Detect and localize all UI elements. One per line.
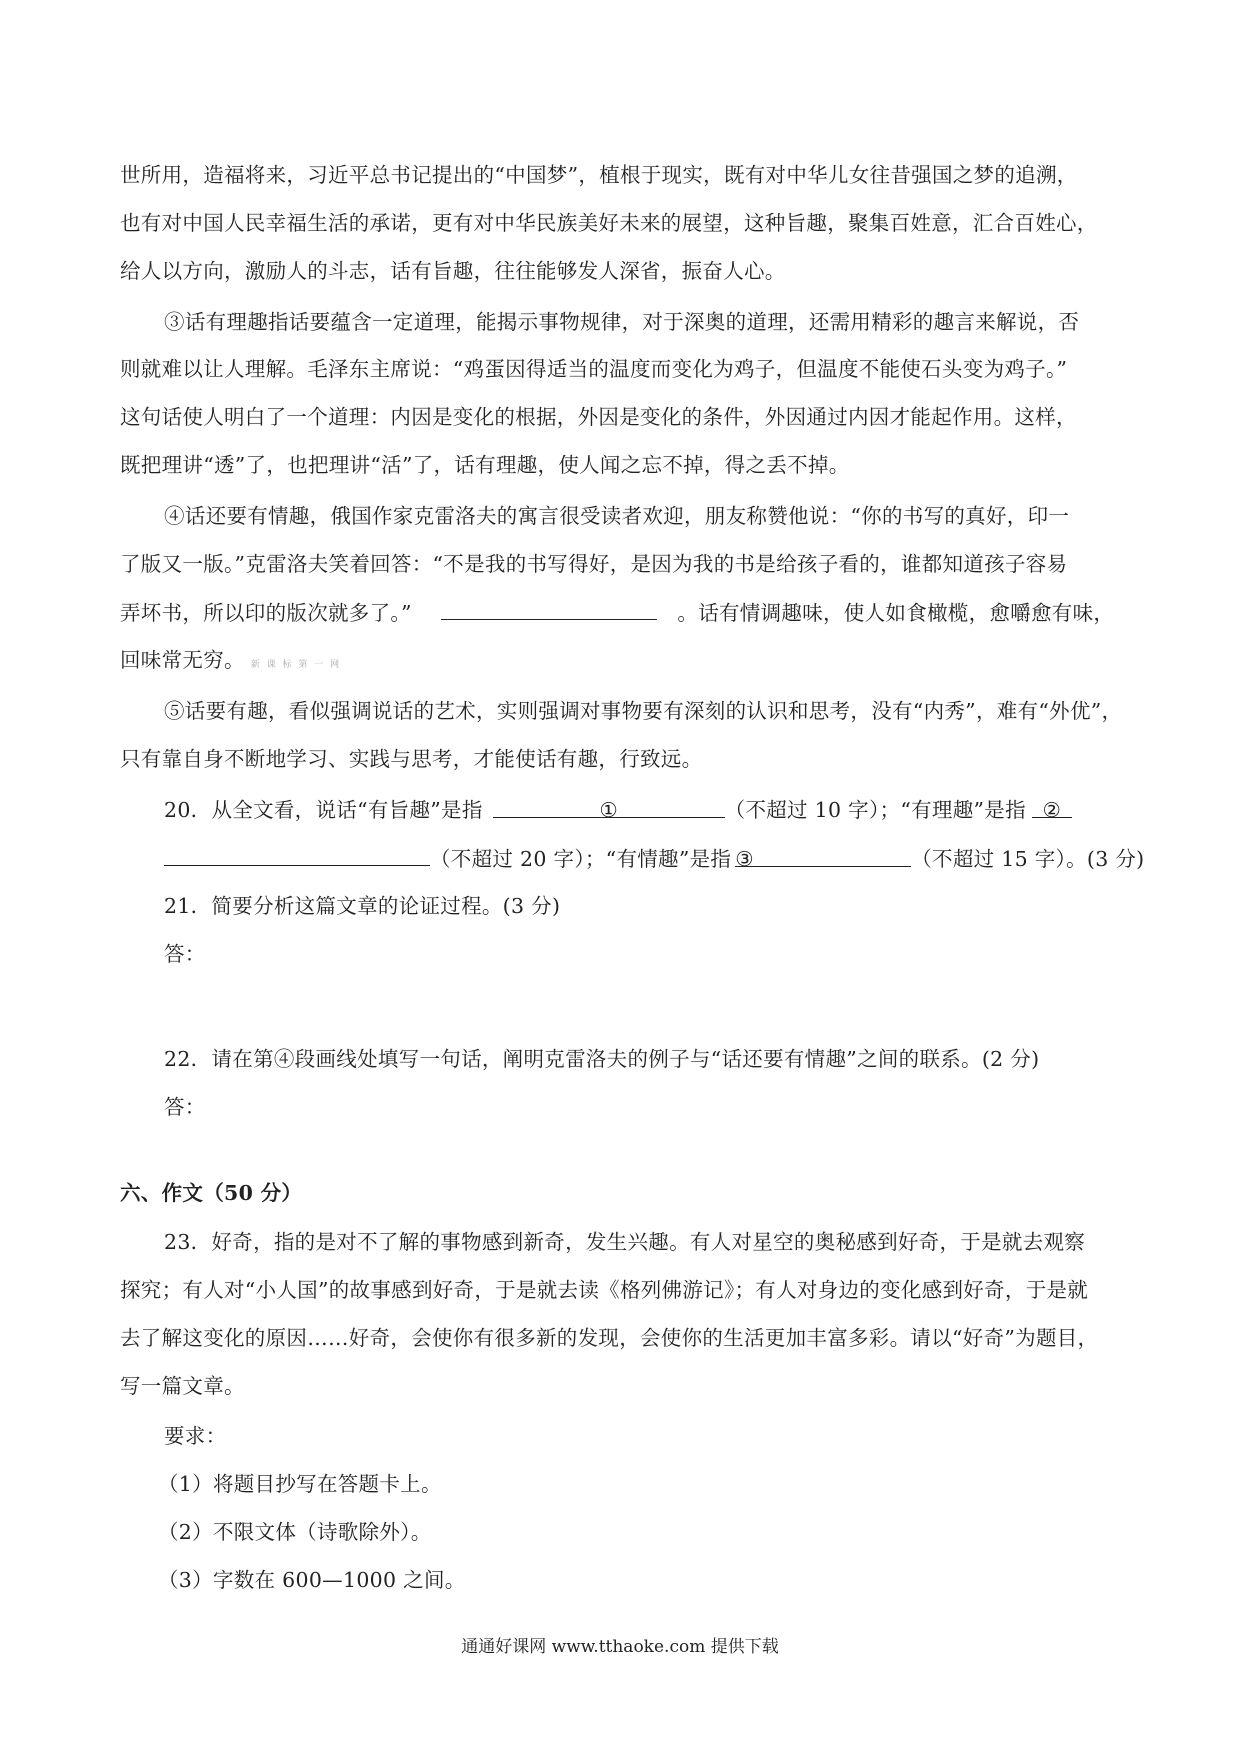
answer-blank-3[interactable] — [735, 844, 911, 871]
paragraph-line — [120, 597, 1130, 628]
requirement-item: （2）不限文体（诗歌除外）。 — [158, 1520, 432, 1544]
paragraph-text: 。话有情调趣味，使人如食橄榄，愈嚼愈有味， — [677, 601, 1115, 625]
paragraph-line: 则就难以让人理解。毛泽东主席说：“鸡蛋因得适当的温度而变化为鸡子，但温度不能使石头变为鸡子。” — [120, 357, 1068, 381]
paragraph-line: 只有靠自身不断地学习、实践与思考，才能使话有趣，行致远。 — [120, 747, 703, 771]
section-heading: 六、作文（50 分） — [120, 1181, 303, 1205]
blank-marker: ② — [1042, 798, 1062, 822]
answer-blank-2[interactable] — [1032, 795, 1072, 822]
question-20 — [164, 795, 1130, 825]
question-23-line: 写一篇文章。 — [120, 1374, 245, 1398]
answer-blank-2-cont[interactable] — [164, 843, 430, 866]
paragraph-line: 也有对中国人民幸福生活的承诺，更有对中华民族美好未来的展望，这种旨趣，聚集百姓意，汇合百姓心， — [120, 211, 1098, 235]
requirement-item: （1）将题目抄写在答题卡上。 — [158, 1472, 442, 1496]
answer-label: 答： — [164, 1095, 206, 1119]
question-text: 20．从全文看，说话“有旨趣”是指 — [164, 798, 483, 822]
blank-marker: ③ — [735, 847, 754, 871]
requirements-title: 要求： — [164, 1424, 227, 1448]
paragraph-line: ④话还要有情趣，俄国作家克雷洛夫的寓言很受读者欢迎，朋友称赞他说：“你的书写的真好，印一 — [164, 504, 1070, 528]
watermark-text: 新 课 标 第 一 网 — [250, 660, 342, 670]
question-text: （不超过 10 字）；“有理趣”是指 — [724, 798, 1026, 822]
question-text: （不超过 15 字）。(3 分) — [911, 847, 1145, 871]
paragraph-line: 这句话使人明白了一个道理：内因是变化的根据，外因是变化的条件，外因通过内因才能起作用。这样， — [120, 405, 1077, 429]
requirement-item: （3）字数在 600—1000 之间。 — [158, 1568, 466, 1592]
fill-in-blank[interactable] — [441, 597, 657, 620]
question-22: 22．请在第④段画线处填写一句话，阐明克雷洛夫的例子与“话还要有情趣”之间的联系。(2 分) — [164, 1047, 1040, 1071]
question-23-line: 探究；有人对“小人国”的故事感到好奇，于是就去读《格列佛游记》；有人对身边的变化感到好奇，于是就 — [120, 1278, 1089, 1302]
blank-marker: ① — [599, 798, 618, 822]
answer-blank-1[interactable] — [493, 795, 725, 822]
question-23: 23．好奇，指的是对不了解的事物感到新奇，发生兴趣。有人对星空的奥秘感到好奇，于是就去观察 — [164, 1230, 1086, 1254]
question-21: 21．简要分析这篇文章的论证过程。(3 分) — [164, 894, 561, 918]
paragraph-line — [120, 645, 1130, 680]
paragraph-line: ③话有理趣指话要蕴含一定道理，能揭示事物规律，对于深奥的道理，还需用精彩的趣言来解说，否 — [164, 310, 1080, 334]
question-text: （不超过 20 字）；“有情趣”是指 — [430, 847, 732, 871]
paragraph-line: 给人以方向，激励人的斗志，话有旨趣，往往能够发人深省，振奋人心。 — [120, 259, 786, 283]
page-footer: 通通好课网 www.tthaoke.com 提供下载 — [461, 1637, 779, 1657]
paragraph-line: 世所用，造福将来，习近平总书记提出的“中国梦”，植根于现实，既有对中华儿女往昔强国之梦的追溯， — [120, 163, 1078, 187]
question-23-line: 去了解这变化的原因……好奇，会使你有很多新的发现，会使你的生活更加丰富多彩。请以“好奇”为题目， — [120, 1326, 1099, 1350]
paragraph-text: 弄坏书，所以印的版次就多了。” — [120, 601, 412, 625]
answer-label: 答： — [164, 942, 206, 966]
paragraph-text: 回味常无穷。 — [120, 648, 245, 672]
question-20-cont — [120, 843, 1145, 874]
paragraph-line: 既把理讲“透”了，也把理讲“活”了，话有理趣，使人闻之忘不掉，得之丢不掉。 — [120, 453, 850, 477]
paragraph-line: ⑤话要有趣，看似强调说话的艺术，实则强调对事物要有深刻的认识和思考，没有“内秀”，难有“外优”， — [164, 699, 1123, 723]
paragraph-line: 了版又一版。”克雷洛夫笑着回答：“不是我的书写得好，是因为我的书是给孩子看的，谁都知道孩子容易 — [120, 552, 1068, 576]
